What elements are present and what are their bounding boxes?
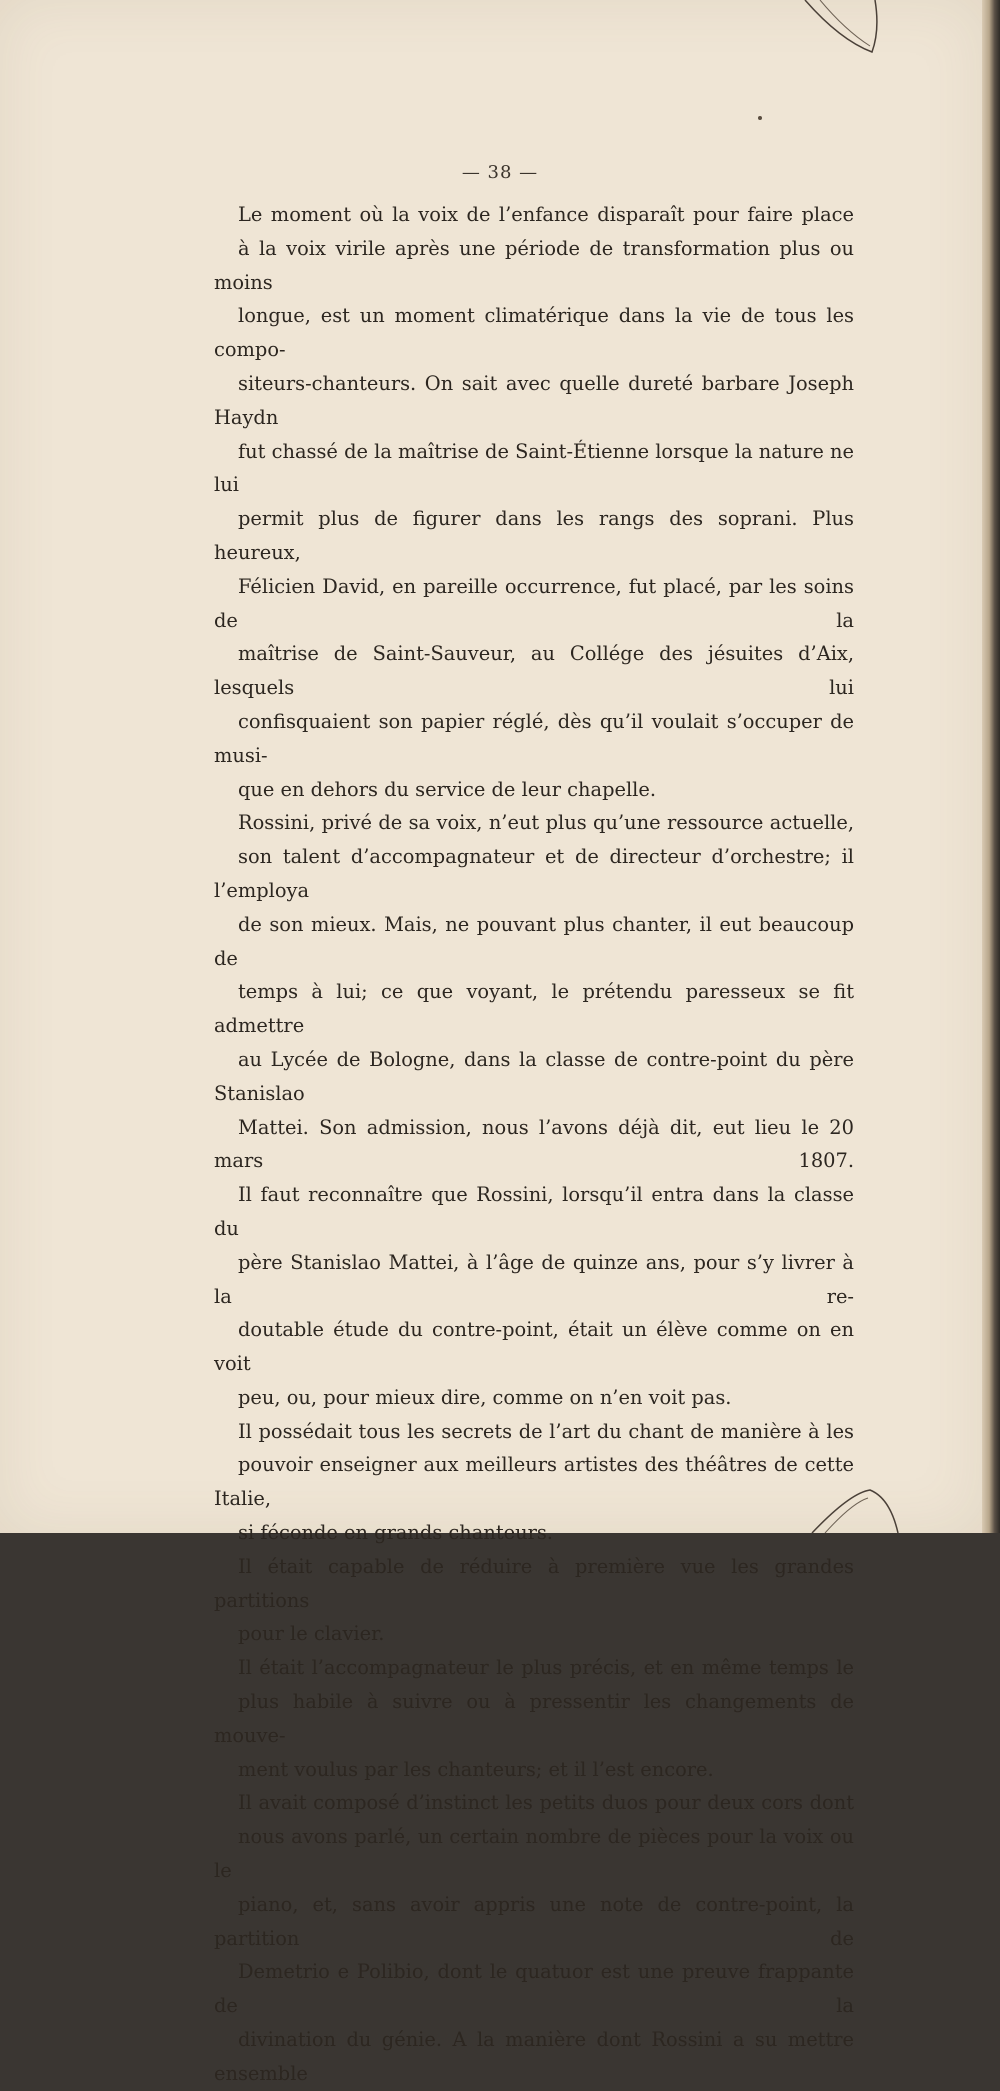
paragraph-5: [214, 1550, 854, 1651]
text-line: plus habile à suivre ou à pressentir les changements de mouve-: [214, 1690, 854, 1747]
text-line: Rossini, privé de sa voix, n’eut plus qu’une ressource actuelle,: [238, 811, 854, 835]
ink-speck: [758, 116, 762, 120]
text-line: doutable étude du contre-point, était un élève comme on en voit: [214, 1318, 854, 1376]
text-line: père Stanislao Mattei, à l’âge de quinze ans, pour s’y livrer à la re-: [214, 1250, 854, 1308]
text-line: Il était capable de réduire à première vue les grandes partitions: [214, 1554, 854, 1612]
text-line: son talent d’accompagnateur et de directeur d’orchestre; il l’employa: [214, 845, 854, 902]
text-line: à la voix virile après une période de transformation plus ou moins: [214, 236, 854, 294]
text-line: divination du génie. A la manière dont Rossini a su mettre ensemble: [214, 2028, 854, 2085]
text-line: Il avait composé d’instinct les petits duos pour deux cors dont: [238, 1791, 854, 1815]
text-line: si féconde en grands chanteurs.: [238, 1521, 553, 1545]
text-line: siteurs-chanteurs. On sait avec quelle dureté barbare Joseph Haydn: [214, 371, 854, 429]
paragraph-1: [214, 198, 854, 806]
text-line: nous avons parlé, un certain nombre de pièces pour la voix ou le: [214, 1825, 854, 1883]
paragraph-4: [214, 1415, 854, 1550]
text-line: Demetrio e Polibio, dont le quatuor est une preuve frappante de la: [214, 1960, 854, 2018]
page-corner-curl-bottom: [810, 1488, 900, 1533]
text-line: que en dehors du service de leur chapelle.: [238, 777, 657, 801]
text-line: confisquaient son papier réglé, dès qu’il voulait s’occuper de musi-: [214, 709, 854, 767]
text-line: Il possédait tous les secrets de l’art du chant de manière à les: [238, 1419, 854, 1443]
text-line: Il faut reconnaître que Rossini, lorsqu’il entra dans la classe du: [214, 1183, 854, 1240]
text-line: Il était l’accompagnateur le plus précis, et en même temps le: [238, 1656, 854, 1680]
text-line: longue, est un moment climatérique dans la vie de tous les compo-: [214, 304, 854, 362]
page-number: — 38 —: [461, 162, 539, 183]
text-line: Félicien David, en pareille occurrence, fut placé, par les soins de la: [214, 574, 854, 632]
paragraph-6: [214, 1651, 854, 1786]
text-line: Mattei. Son admission, nous l’avons déjà dit, eut lieu le 20 mars 1807.: [214, 1115, 854, 1173]
text-line: de son mieux. Mais, ne pouvant plus chanter, il eut beaucoup de: [214, 912, 854, 970]
page-corner-curl-top: [800, 0, 880, 60]
page-edge-shadow: [982, 0, 1000, 1533]
text-line: au Lycée de Bologne, dans la classe de contre-point du père Stanislao: [214, 1047, 854, 1105]
text-line: pour le clavier.: [238, 1622, 385, 1646]
paragraph-3: [214, 1178, 854, 1415]
text-line: piano, et, sans avoir appris une note de contre-point, la partition de: [214, 1892, 854, 1950]
paragraph-2: [214, 806, 854, 1178]
text-line: ment voulus par les chanteurs; et il l’est encore.: [238, 1757, 714, 1781]
body-text: [214, 198, 854, 2091]
paragraph-7: [214, 1786, 854, 2090]
text-line: pouvoir enseigner aux meilleurs artistes des théâtres de cette Italie,: [214, 1453, 854, 1511]
text-line: permit plus de figurer dans les rangs des soprani. Plus heureux,: [214, 507, 854, 564]
text-line: peu, ou, pour mieux dire, comme on n’en voit pas.: [238, 1385, 732, 1409]
text-line: temps à lui; ce que voyant, le prétendu paresseux se fit admettre: [214, 980, 854, 1038]
text-line: Le moment où la voix de l’enfance disparaît pour faire place: [238, 203, 854, 226]
text-line: maîtrise de Saint-Sauveur, au Collége des jésuites d’Aix, lesquels lui: [214, 642, 854, 700]
text-line: fut chassé de la maîtrise de Saint-Étienne lorsque la nature ne lui: [214, 439, 854, 497]
